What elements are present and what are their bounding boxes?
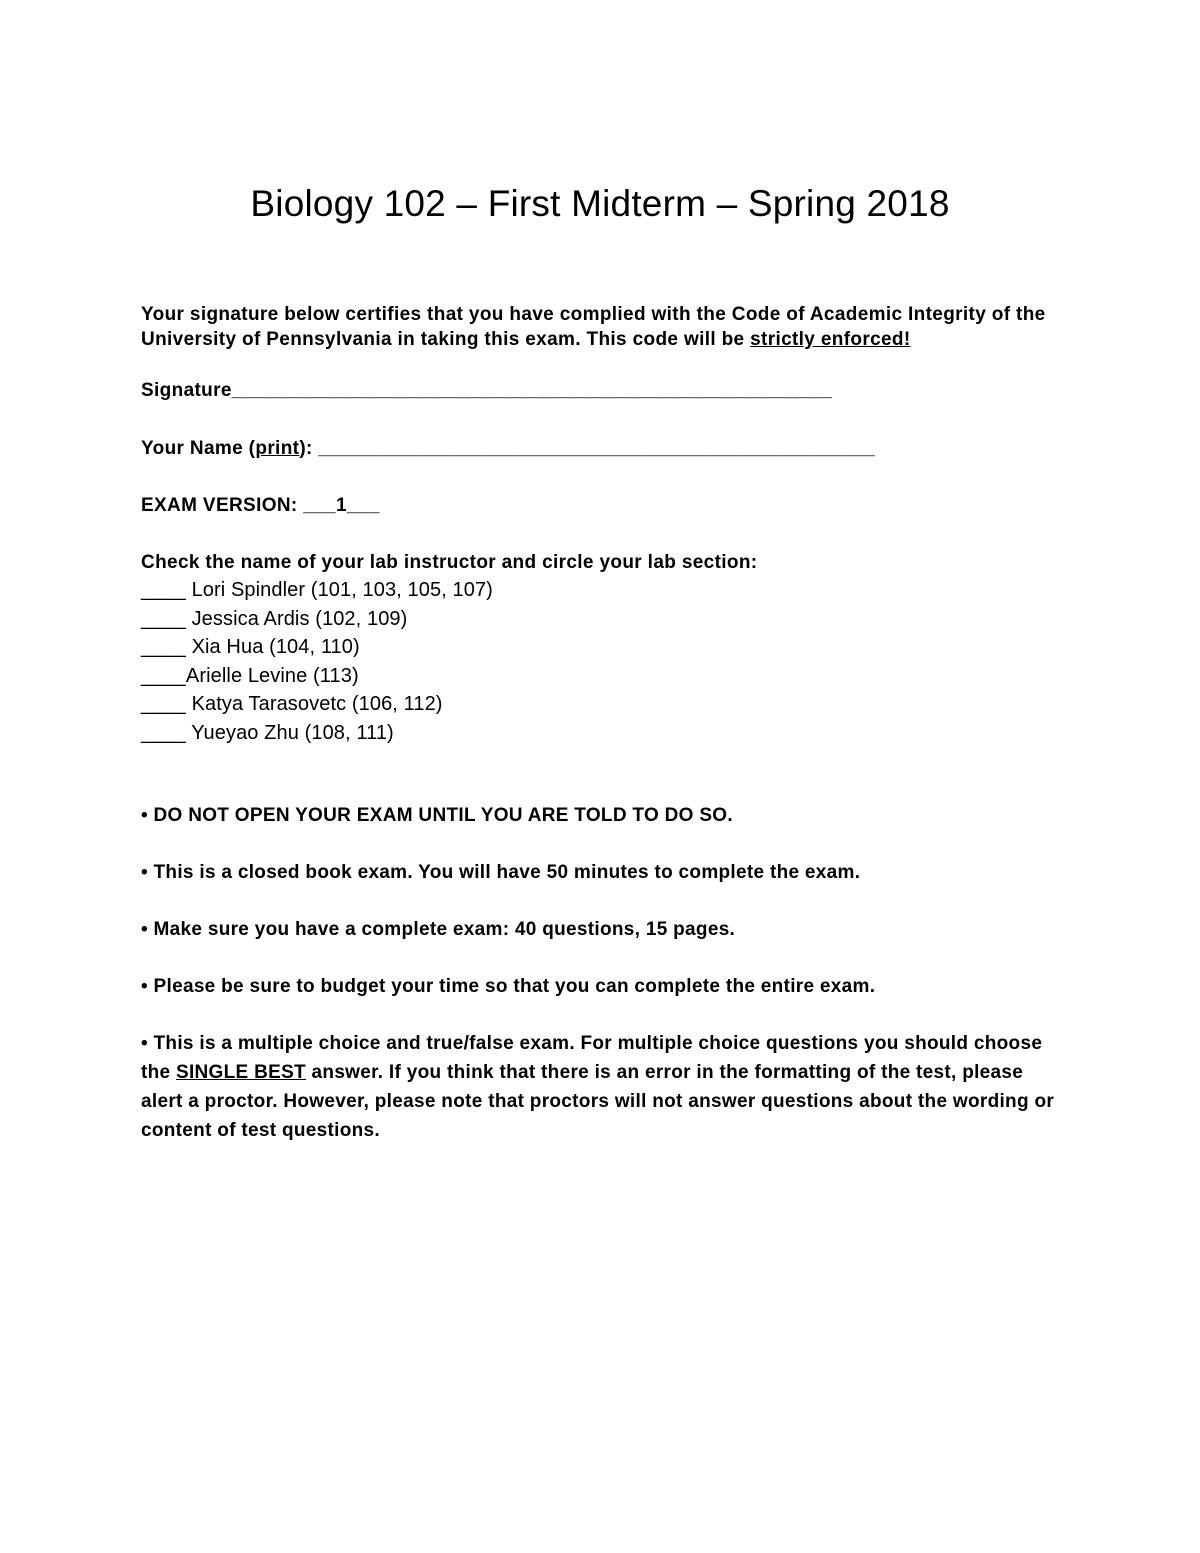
instructor-item[interactable]: [141, 662, 1061, 691]
name-label-print: print: [255, 438, 300, 459]
instructor-check-blank[interactable]: ____: [141, 721, 186, 744]
name-line: [141, 436, 1061, 461]
integrity-text: Your signature below certifies that you have complied with the Code of Academic Integrity of the University of Pennsylvania in taking this exam. This code will be: [141, 304, 1046, 350]
instructor-name: Jessica Ardis (102, 109): [185, 607, 408, 630]
name-label-prefix: Your Name (: [141, 438, 256, 459]
instructor-item[interactable]: [141, 605, 1061, 634]
instructor-item[interactable]: [141, 690, 1061, 719]
exam-version-line: [141, 493, 1061, 518]
bullet-5-start: • This is a multiple choice and true/false exam. For multiple choice questions you should choose the: [141, 1032, 1043, 1083]
exam-version-label: EXAM VERSION:: [141, 495, 304, 516]
lab-prompt: Check the name of your lab instructor and circle your lab section:: [141, 552, 758, 573]
instruction-bullet-1: • DO NOT OPEN YOUR EXAM UNTIL YOU ARE TOLD TO DO SO.: [141, 804, 733, 826]
page-content: [141, 302, 1061, 1145]
instruction-bullet-3: • Make sure you have a complete exam: 40 questions, 15 pages.: [141, 918, 736, 940]
bullet-5-end: answer. If you think that there is an error in the formatting of the test, please alert a proctor. However, please note that proctors will not answer questions about the wording or content of test questions.: [141, 1061, 1055, 1141]
instructor-check-blank[interactable]: ____: [141, 607, 186, 630]
instruction-bullet-4: • Please be sure to budget your time so that you can complete the entire exam.: [141, 975, 876, 997]
instructor-item[interactable]: [141, 633, 1061, 662]
name-blank[interactable]: ___________________________________________________: [318, 438, 876, 459]
instructor-list: [141, 576, 1061, 748]
instructor-name: Xia Hua (104, 110): [185, 636, 360, 659]
instructor-name: Arielle Levine (113): [185, 664, 359, 687]
instruction-bullet-5: [141, 1029, 1061, 1145]
integrity-statement: [141, 302, 1061, 352]
signature-blank[interactable]: _______________________________________________________: [231, 380, 833, 401]
exam-version-value: ___1___: [303, 495, 380, 516]
instructor-check-blank[interactable]: ____: [141, 636, 186, 659]
instructor-check-blank[interactable]: ____: [141, 664, 186, 687]
name-label-suffix: ):: [299, 438, 319, 459]
instructor-name: Lori Spindler (101, 103, 105, 107): [185, 579, 493, 601]
signature-line: [141, 378, 1061, 403]
integrity-emphasis: strictly enforced!: [750, 329, 911, 350]
instructor-item[interactable]: [141, 719, 1061, 748]
page-title: Biology 102 – First Midterm – Spring 2018: [250, 183, 950, 224]
instructor-item[interactable]: [141, 576, 1061, 605]
instructor-name: Yueyao Zhu (108, 111): [185, 721, 394, 744]
instruction-bullet-2: • This is a closed book exam. You will have 50 minutes to complete the exam.: [141, 861, 861, 883]
instructor-name: Katya Tarasovetc (106, 112): [185, 693, 443, 716]
instructor-check-blank[interactable]: ____: [141, 579, 186, 601]
bullet-5-emphasis: SINGLE BEST: [175, 1061, 306, 1083]
signature-label: Signature: [141, 380, 232, 401]
instructor-check-blank[interactable]: ____: [141, 693, 186, 716]
